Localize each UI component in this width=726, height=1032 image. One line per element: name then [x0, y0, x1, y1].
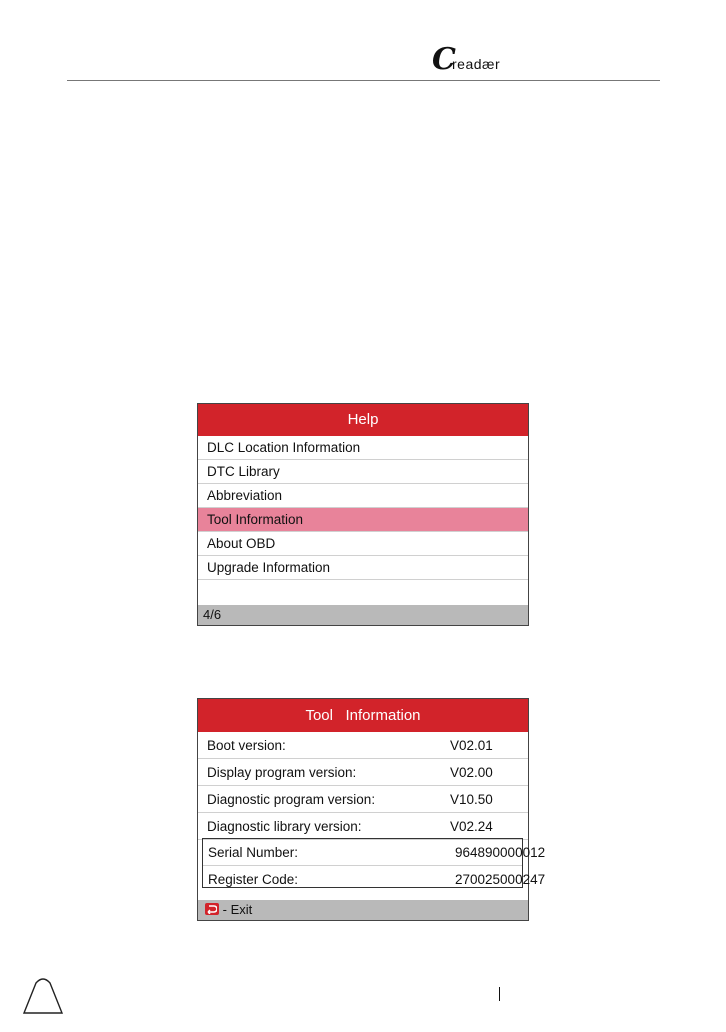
help-title: Help — [198, 404, 528, 436]
info-label: Register Code: — [208, 872, 299, 887]
serial-number-value: 964890000012 — [455, 845, 546, 860]
info-row-diagnostic-library-version — [198, 813, 528, 840]
info-value: V02.00 — [450, 765, 493, 780]
help-item-label: Tool Information — [207, 512, 304, 527]
help-item-label: Upgrade Information — [207, 560, 331, 575]
info-value: V10.50 — [450, 792, 493, 807]
register-code-value: 270025000247 — [455, 872, 546, 887]
tool-info-title — [198, 699, 528, 732]
info-label: Diagnostic library version: — [207, 819, 362, 834]
tool-info-title-text: Tool Information — [305, 707, 421, 724]
help-item-about-obd[interactable] — [198, 532, 528, 556]
info-row-diagnostic-program-version — [198, 786, 528, 813]
help-status-bar — [198, 605, 528, 625]
help-item-label: About OBD — [207, 536, 276, 551]
info-label: Serial Number: — [208, 845, 299, 860]
info-label: Diagnostic program version: — [207, 792, 376, 807]
page-indicator: 4/6 — [203, 607, 222, 622]
header-rule — [67, 80, 660, 81]
exit-label[interactable]: - Exit — [222, 902, 253, 917]
help-item-label: DLC Location Information — [207, 440, 361, 455]
help-item-dtc-library[interactable] — [198, 460, 528, 484]
tool-info-status-bar — [198, 900, 528, 920]
info-row-register-code — [203, 866, 546, 893]
info-value: V02.24 — [450, 819, 493, 834]
info-row-boot-version — [198, 732, 528, 759]
help-item-upgrade-information[interactable] — [198, 556, 528, 580]
help-item-abbreviation[interactable] — [198, 484, 528, 508]
help-screen — [197, 403, 529, 626]
help-item-dlc[interactable] — [198, 436, 528, 460]
page-divider-mark — [499, 987, 500, 1001]
registration-box — [202, 838, 546, 888]
logo-initial: C — [432, 42, 456, 77]
tool-information-screen — [197, 698, 546, 921]
help-item-label: DTC Library — [207, 464, 280, 479]
info-row-display-program-version — [198, 759, 528, 786]
page-corner-tab — [22, 975, 64, 1015]
info-value: V02.01 — [450, 738, 493, 753]
help-item-label: Abbreviation — [207, 488, 283, 503]
info-row-serial-number — [203, 839, 546, 866]
info-label: Boot version: — [207, 738, 286, 753]
logo-text: readær — [452, 56, 501, 72]
return-icon[interactable] — [205, 903, 219, 915]
info-label: Display program version: — [207, 765, 357, 780]
help-item-tool-information[interactable] — [198, 508, 528, 532]
